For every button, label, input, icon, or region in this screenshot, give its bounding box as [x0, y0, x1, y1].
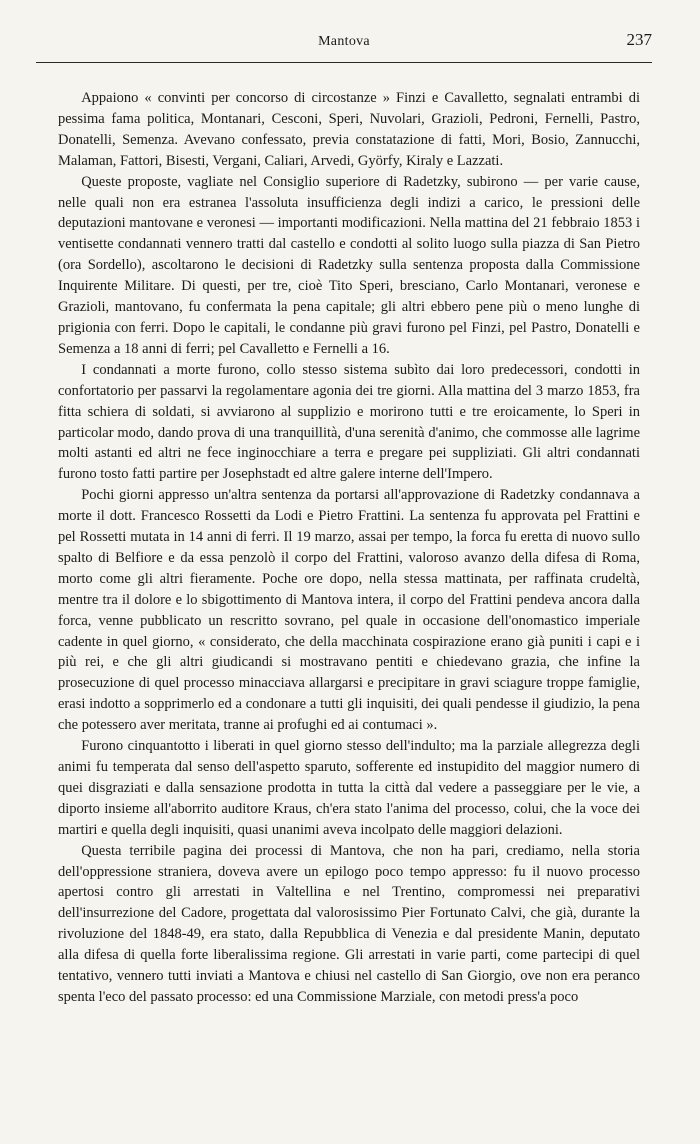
- running-title: Mantova: [318, 34, 370, 49]
- paragraph: I condannati a morte furono, collo stesso sistema subìto dai loro predecessori, condotti in confortatorio per passarvi la regolamentare agonia dei tre giorni. Alla mattina del 3 marzo 1853, fra fitta schiera di soldati, si avviarono al supplizio e morirono tutti e tre eroicamente, lo Speri in particolar modo, dando prova di una tranquillità, d'una serenità d'animo, che commosse alle lagrime molti astanti ed altri ne fece inginocchiare a terra e pregare pei suppliziati. Gli altri condannati furono tosto fatti partire per Josephstadt ed altre galere interne dell'Impero.: [58, 361, 640, 483]
- body-text: [58, 88, 640, 1008]
- paragraph: Appaiono « convinti per concorso di circostanze » Finzi e Cavalletto, segnalati entrambi di pessima fama politica, Montanari, Cesconi, Speri, Nuvolari, Grazioli, Pedroni, Fernelli, Pastro, Donatelli, Semenza. Avevano confessato, previa constatazione di fatti, Mori, Bosio, Zannucchi, Malaman, Fattori, Bisesti, Vergani, Caliari, Arvedi, Györfy, Kiraly e Lazzati.: [58, 90, 640, 169]
- header-rule: [36, 62, 652, 63]
- paragraph: Furono cinquantotto i liberati in quel giorno stesso dell'indulto; ma la parziale allegrezza degli animi fu temperata dal senso dell'aspetto sparuto, sofferente ed instupidito del maggior numero di quei disgraziati e dalla sensazione prodotta in tutta la città dal vedere a passeggiare per le vie, a diporto insieme all'aborrito auditore Kraus, ch'era stato l'anima del processo, colui, che la voce dei martiri e quella degli inquisiti, quasi unanimi aveva incolpato delle maggiori delazioni.: [58, 738, 640, 838]
- paragraph: Queste proposte, vagliate nel Consiglio superiore di Radetzky, subirono — per varie cause, nelle quali non era estranea l'assoluta insufficienza degli indizi a carico, le pressioni delle deputazioni mantovane e veronesi — importanti modificazioni. Nella mattina del 21 febbraio 1853 i ventisette condannati vennero tratti dal castello e condotti al solito luogo sulla piazza di San Pietro (ora Sordello), ascoltarono le decisioni di Radetzky sulla sentenza proposta dalla Commissione Inquirente Militare. Di questi, per tre, cioè Tito Speri, bresciano, Carlo Montanari, veronese e Grazioli, mantovano, fu confermata la pena capitale; gli altri ebbero pene più o meno lunghe di prigionia con ferri. Dopo le capitali, le condanne più gravi furono pel Finzi, pel Pastro, Donatelli e Semenza a 18 anni di ferri; pel Cavalletto e Fernelli a 16.: [58, 173, 640, 357]
- paragraph: Pochi giorni appresso un'altra sentenza da portarsi all'approvazione di Radetzky condannava a morte il dott. Francesco Rossetti da Lodi e Pietro Frattini. La sentenza fu approvata pel Frattini e pel Rossetti mutata in 14 anni di ferri. Il 19 marzo, assai per tempo, la forca fu eretta di nuovo sullo spalto di Belfiore e da essa penzolò il corpo del Frattini, valoroso avanzo della difesa di Roma, morto come gli altri fieramente. Poche ore dopo, nella stessa mattinata, per raffinata crudeltà, mentre tra il dolore e lo sbigottimento di Mantova intera, il corpo del Frattini pendeva ancora dalla forca, venne pubblicato un rescritto sovrano, pel quale in occasione dell'onomastico imperiale cadente in quel giorno, « considerato, che della macchinata cospirazione erano già puniti i capi e i più rei, e che gli altri giudicandi si mostravano pentiti e chiedevano grazia, che infine la prosecuzione di quel processo minacciava allargarsi e precipitare in gravi sciagure troppe famiglie, erasi indotto a sopprimerlo ed a condonare a tutti gli inquisiti, dei quali pendesse il giudizio, la pena che potessero aver meritata, tranne ai profughi ed ai contumaci ».: [58, 487, 640, 734]
- page-header: [36, 30, 652, 58]
- page-number: 237: [626, 30, 652, 49]
- paragraph: Questa terribile pagina dei processi di Mantova, che non ha pari, crediamo, nella storia dell'oppressione straniera, doveva avere un epilogo poco tempo appresso: fu il nuovo processo apertosi contro gli arrestati in Valtellina e nel Trentino, compromessi nei preparativi dell'insurrezione del Cadore, progettata dal valorosissimo Pier Fortunato Calvi, che già, durante la rivoluzione del 1848-49, era stato, dalla Repubblica di Venezia e dal presidente Manin, deputato alla difesa di quella forte liberalissima regione. Gli arrestati in varie parti, come partecipi di quel tentativo, vennero tutti inviati a Mantova e chiusi nel castello di San Giorgio, ove non era peranco spenta l'eco del passato processo: ed una Commissione Marziale, con metodi press'a poco: [58, 842, 640, 1005]
